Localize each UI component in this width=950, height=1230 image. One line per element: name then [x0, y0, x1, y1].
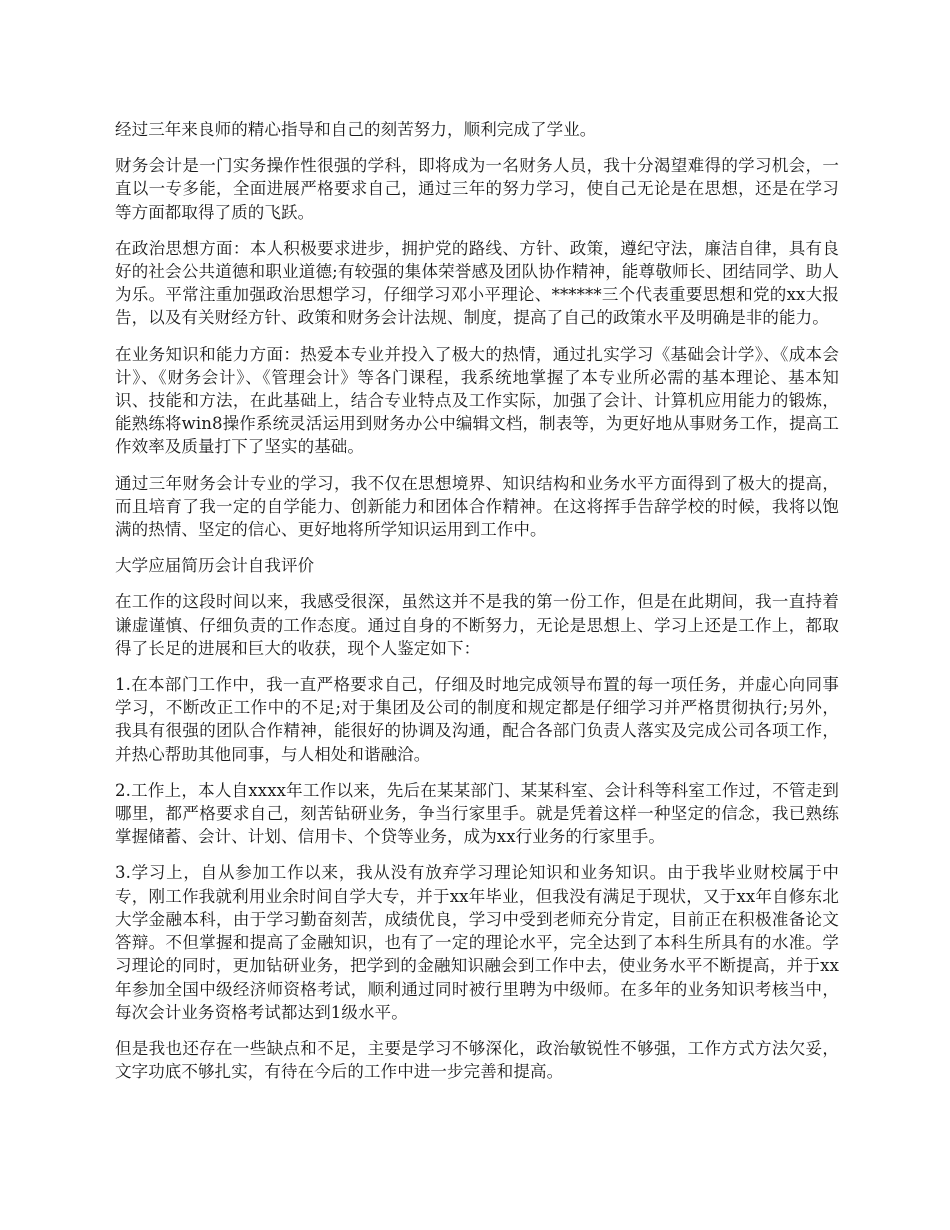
document-body: [115, 118, 839, 1096]
paragraph-skills: 在业务知识和能力方面：热爱本专业并投入了极大的热情，通过扎实学习《基础会计学》、《成本会计》、《财务会计》、《管理会计》等各门课程，我系统地掌握了本专业所必需的基本理论、基本知识、技能和方法，在此基础上，结合专业特点及工作实际，加强了会计、计算机应用能力的锻炼，能熟练将win8操作系统灵活运用到财务办公中编辑文档，制表等，为更好地从事财务工作，提高工作效率及质量打下了坚实的基础。: [115, 344, 839, 457]
section-heading: 大学应届简历会计自我评价: [115, 556, 315, 576]
paragraph-point-1: 1.在本部门工作中，我一直严格要求自己，仔细及时地完成领导布置的每一项任务，并虚心向同事学习，不断改正工作中的不足;对于集团及公司的制度和规定都是仔细学习并严格贯彻执行;另外，我具有很强的团队合作精神，能很好的协调及沟通，配合各部门负责人落实及完成公司各项工作，并热心帮助其他同事，与人相处和谐融洽。: [115, 675, 839, 764]
paragraph-point-2: 2.工作上，本人自xxxx年工作以来，先后在某某部门、某某科室、会计科等科室工作过，不管走到哪里，都严格要求自己，刻苦钻研业务，争当行家里手。就是凭着这样一种坚定的信念，我已熟练掌握储蓄、会计、计划、信用卡、个贷等业务，成为xx行业务的行家里手。: [115, 780, 839, 847]
paragraph-intro: 经过三年来良师的精心指导和自己的刻苦努力，顺利完成了学业。: [115, 120, 597, 139]
paragraph-shortcomings: 但是我也还存在一些缺点和不足，主要是学习不够深化，政治敏锐性不够强，工作方式方法欠妥，文字功底不够扎实，有待在今后的工作中进一步完善和提高。: [115, 1038, 839, 1082]
paragraph-point-3: 3.学习上，自从参加工作以来，我从没有放弃学习理论知识和业务知识。由于我毕业财校属于中专，刚工作我就利用业余时间自学大专，并于xx年毕业，但我没有满足于现状，又于xx年自修东北大学金融本科，由于学习勤奋刻苦，成绩优良，学习中受到老师充分肯定，目前正在积极准备论文答辩。不但掌握和提高了金融知识，也有了一定的理论水平，完全达到了本科生所具有的水准。学习理论的同时，更加钻研业务，把学到的金融知识融会到工作中去，使业务水平不断提高，并于xx年参加全国中级经济师资格考试，顺利通过同时被行里聘为中级师。在多年的业务知识考核当中，每次会计业务资格考试都达到1级水平。: [115, 863, 839, 1022]
paragraph-major: 财务会计是一门实务操作性很强的学科，即将成为一名财务人员，我十分渴望难得的学习机会，一直以一专多能，全面进展严格要求自己，通过三年的努力学习，使自己无论是在思想，还是在学习等方面都取得了质的飞跃。: [115, 156, 839, 222]
paragraph-summary: 通过三年财务会计专业的学习，我不仅在思想境界、知识结构和业务水平方面得到了极大的提高，而且培育了我一定的自学能力、创新能力和团体合作精神。在这将挥手告辞学校的时候，我将以饱满的热情、坚定的信心、更好地将所学知识运用到工作中。: [115, 473, 839, 540]
paragraph-work-intro: 在工作的这段时间以来，我感受很深，虽然这并不是我的第一份工作，但是在此期间，我一直持着谦虚谨慎、仔细负责的工作态度。通过自身的不断努力，无论是思想上、学习上还是工作上，都取得了长足的进展和巨大的收获，现个人鉴定如下：: [115, 592, 839, 658]
paragraph-political: 在政治思想方面：本人积极要求进步，拥护党的路线、方针、政策，遵纪守法，廉洁自律，具有良好的社会公共道德和职业道德;有较强的集体荣誉感及团队协作精神，能尊敬师长、团结同学、助人为乐。平常注重加强政治思想学习，仔细学习邓小平理论、******三个代表重要思想和党的xx大报告，以及有关财经方针、政策和财务会计法规、制度，提高了自己的政策水平及明确是非的能力。: [115, 238, 839, 328]
